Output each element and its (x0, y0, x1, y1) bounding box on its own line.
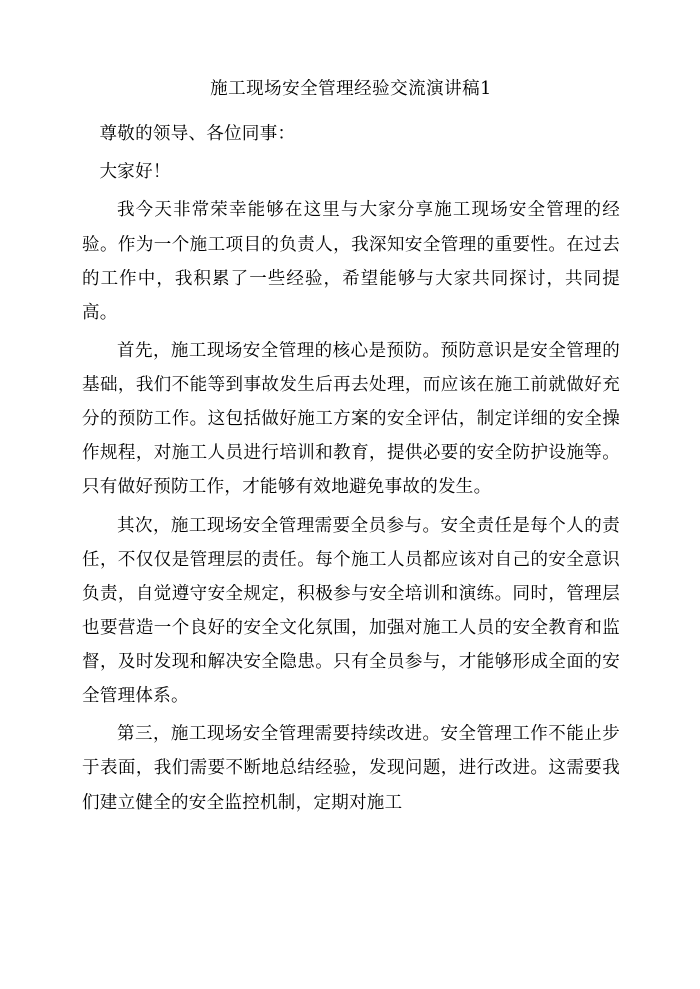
paragraph-intro: 我今天非常荣幸能够在这里与大家分享施工现场安全管理的经验。作为一个施工项目的负责人，我深知安全管理的重要性。在过去的工作中，我积累了一些经验，希望能够与大家共同探讨，共同提高。 (82, 200, 620, 323)
page-title: 施工现场安全管理经验交流演讲稿1 (210, 79, 492, 99)
paragraph-salutation: 尊敬的领导、各位同事： (99, 124, 296, 145)
document-body (82, 76, 620, 820)
paragraph-greeting: 大家好！ (99, 162, 171, 183)
paragraph-point-second: 其次，施工现场安全管理需要全员参与。安全责任是每个人的责任，不仅仅是管理层的责任。每个施工人员都应该对自己的安全意识负责，自觉遵守安全规定，积极参与安全培训和演练。同时，管理层也要营造一个良好的安全文化氛围，加强对施工人员的安全教育和监督，及时发现和解决安全隐患。只有全员参与，才能够形成全面的安全管理体系。 (82, 515, 620, 707)
paragraph-point-first: 首先，施工现场安全管理的核心是预防。预防意识是安全管理的基础，我们不能等到事故发生后再去处理，而应该在施工前就做好充分的预防工作。这包括做好施工方案的安全评估，制定详细的安全操作规程，对施工人员进行培训和教育，提供必要的安全防护设施等。只有做好预防工作，才能够有效地避免事故的发生。 (82, 340, 620, 498)
paragraph-point-third: 第三，施工现场安全管理需要持续改进。安全管理工作不能止步于表面，我们需要不断地总结经验，发现问题，进行改进。这需要我们建立健全的安全监控机制，定期对施工 (82, 724, 620, 813)
